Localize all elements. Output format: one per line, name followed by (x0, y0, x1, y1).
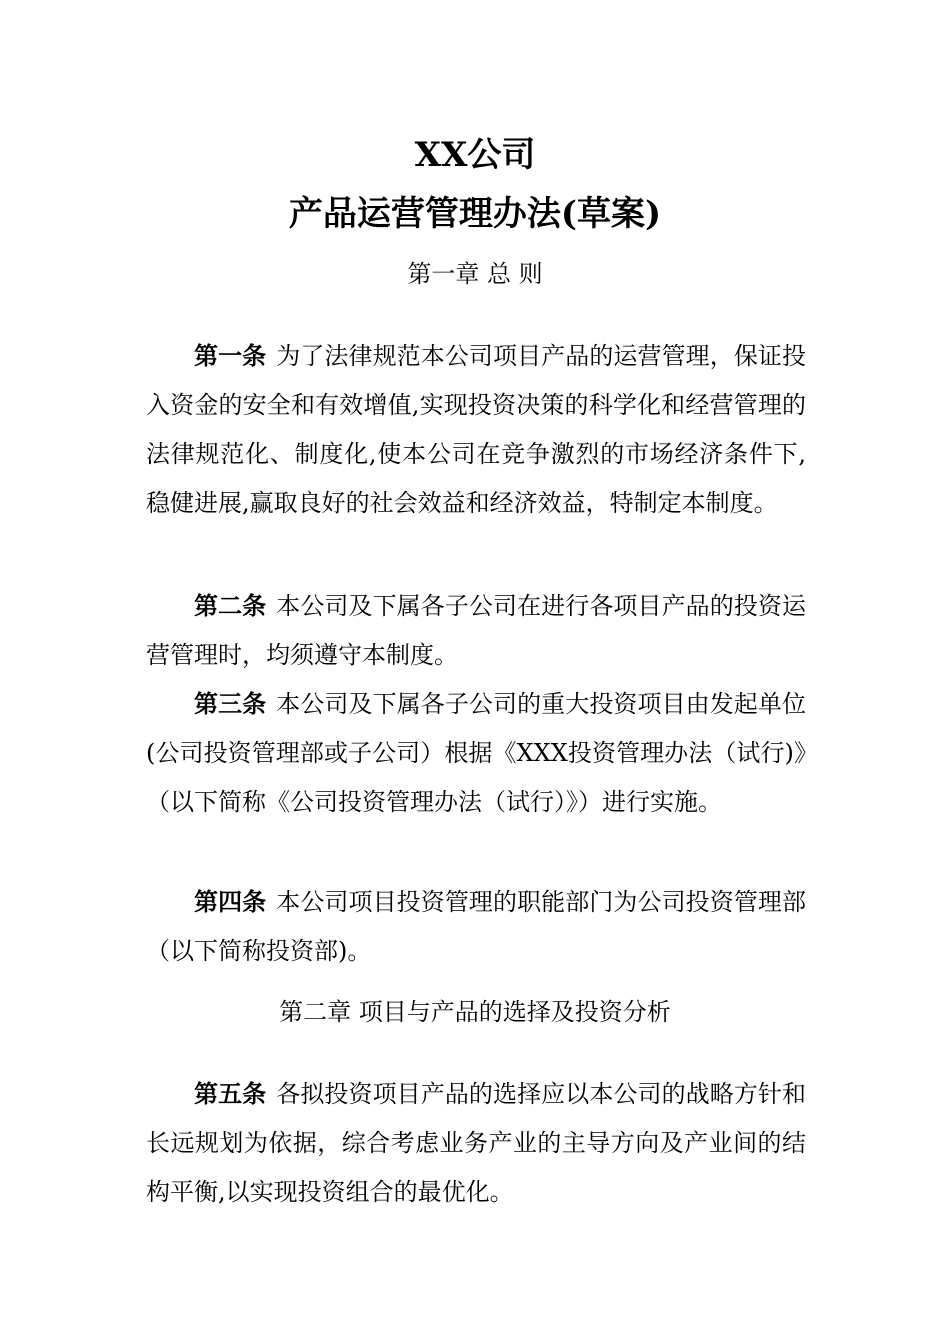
article-label: 第一条 (194, 342, 267, 370)
chapter-heading-1: 第一章 总 则 (407, 260, 543, 288)
article-text: 为了法律规范本公司项目产品的运营管理，保证投入资金的安全和有效增值,实现投资决策的科学化和经营管理的法律规范化、制度化,使本公司在竞争激烈的市场经济条件下,稳健进展,赢取良好的社会效益和经济效益，特制定本制度。 (146, 342, 806, 517)
article-text: 各拟投资项目产品的选择应以本公司的战略方针和长远规划为依据，综合考虑业务产业的主导方向及产业间的结构平衡,以实现投资组合的最优化。 (146, 1080, 806, 1206)
article-3 (146, 680, 806, 827)
article-label: 第二条 (194, 592, 267, 620)
article-5 (146, 1070, 806, 1217)
article-text: 本公司及下属各子公司的重大投资项目由发起单位(公司投资管理部或子公司）根据《XXX投资管理办法（试行)》（以下简称《公司投资管理办法（试行）》）进行实施。 (146, 690, 806, 816)
article-text: 本公司及下属各子公司在进行各项目产品的投资运营管理时，均须遵守本制度。 (146, 592, 806, 669)
chapter-heading-2: 第二章 项目与产品的选择及投资分析 (279, 998, 671, 1026)
article-label: 第四条 (194, 888, 267, 916)
article-2 (146, 582, 806, 680)
document-title-company: XX公司 (414, 135, 536, 175)
article-text: 本公司项目投资管理的职能部门为公司投资管理部（以下简称投资部)。 (146, 888, 806, 965)
article-1 (146, 332, 806, 528)
article-label: 第三条 (194, 690, 267, 718)
article-4 (146, 878, 806, 976)
document-title-main: 产品运营管理办法(草案) (288, 194, 662, 234)
article-label: 第五条 (194, 1080, 267, 1108)
